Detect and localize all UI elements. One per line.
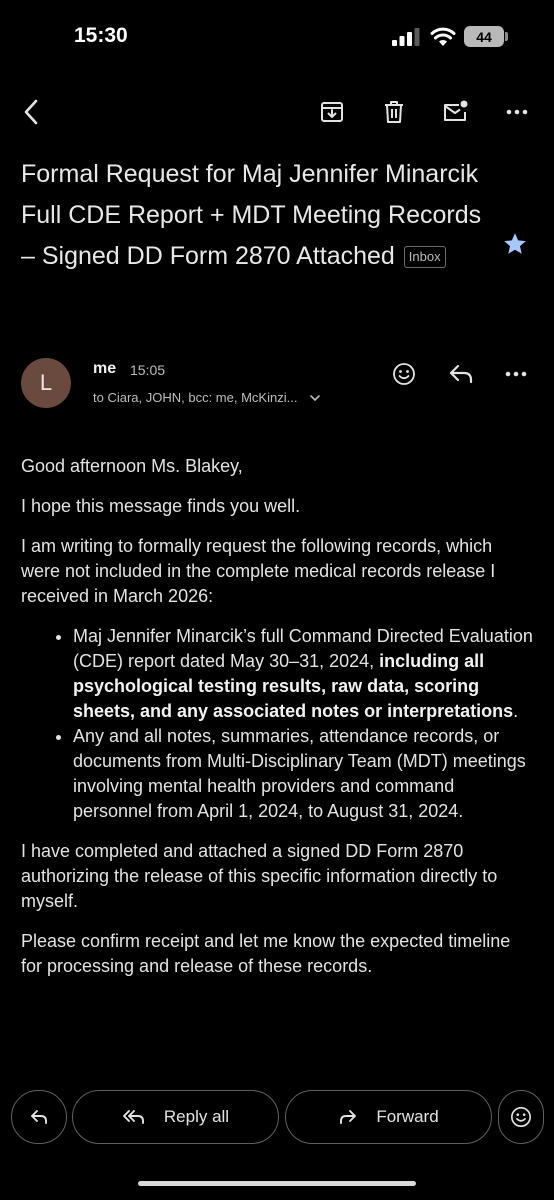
battery-indicator — [464, 26, 504, 47]
emoji-icon — [392, 362, 416, 386]
star-button[interactable] — [499, 228, 531, 260]
list-item-end: . — [513, 701, 519, 721]
reply-icon — [448, 363, 474, 385]
forward-button[interactable] — [285, 1090, 492, 1144]
list-item-bold-text: including all psychological testing results, raw data, scoring sheets, and any associated notes or interpretations — [73, 651, 514, 721]
cellular-signal-icon — [392, 28, 420, 46]
archive-icon — [319, 99, 345, 125]
sender-avatar[interactable] — [21, 358, 71, 408]
sent-time: 15:05 — [130, 362, 166, 378]
battery-nub — [505, 32, 508, 41]
wifi-icon — [430, 27, 456, 47]
body-paragraph: I am writing to formally request the following records, which were not included in the complete medical records release I received in March 2026: — [21, 536, 496, 606]
request-list — [21, 624, 533, 824]
reply-icon — [29, 1108, 49, 1126]
sender-name: me — [93, 360, 117, 377]
reply-button-header[interactable] — [444, 358, 478, 390]
body-paragraph: I have completed and attached a signed DD Form 2870 authorizing the release of this specific information directly to myself. — [21, 841, 498, 911]
list-item — [73, 624, 533, 724]
greeting: Good afternoon Ms. Blakey, — [21, 456, 243, 476]
back-button[interactable] — [12, 92, 52, 132]
back-arrow-icon — [21, 99, 43, 125]
reply-all-icon — [122, 1108, 146, 1126]
star-icon — [502, 231, 528, 257]
list-item-text: Maj Jennifer Minarcik’s full Command Directed Evaluation (CDE) report dated May 30–31, 2024, — [73, 626, 533, 671]
status-time: 15:30 — [74, 24, 128, 47]
bottom-action-bar — [0, 1085, 554, 1149]
battery-level: 44 — [476, 28, 492, 45]
forward-icon — [338, 1108, 358, 1126]
body-paragraph: I hope this message finds you well. — [21, 496, 301, 516]
mark-unread-button[interactable] — [436, 92, 476, 132]
body-paragraph: Please confirm receipt and let me know the expected timeline for processing and release of these records. — [21, 931, 511, 976]
add-reaction-button[interactable] — [388, 358, 420, 390]
avatar-letter: L — [39, 370, 53, 395]
bottom-emoji-button[interactable] — [498, 1090, 544, 1144]
inbox-label-badge[interactable]: Inbox — [404, 246, 446, 268]
recipients-text: to Ciara, JOHN, bcc: me, McKinzi... — [93, 390, 298, 405]
email-body — [21, 454, 533, 994]
list-item: • Any and all notes, summaries, attendance records, or documents from Multi-Disciplinary Team (MDT) meetings involving mental health providers and command personnel from April 1, 2024, to August 31, 2024. — [73, 724, 533, 824]
more-options-button[interactable] — [497, 92, 537, 132]
mark-unread-icon — [442, 99, 470, 125]
emoji-icon — [510, 1106, 532, 1128]
more-vert-icon — [506, 109, 528, 115]
forward-label: Forward — [376, 1107, 439, 1126]
email-subject — [21, 154, 491, 277]
subject-text: Formal Request for Maj Jennifer Minarcik Full CDE Report + MDT Meeting Records – Signed DD Form 2870 Attached — [21, 160, 482, 270]
reply-all-button[interactable] — [72, 1090, 279, 1144]
delete-button[interactable] — [374, 92, 414, 132]
trash-icon — [382, 99, 406, 125]
more-vert-icon — [505, 371, 527, 377]
message-more-button[interactable] — [500, 358, 532, 390]
reply-all-label: Reply all — [163, 1107, 230, 1126]
archive-button[interactable] — [312, 92, 352, 132]
home-indicator[interactable] — [138, 1181, 416, 1186]
recipients-toggle[interactable] — [93, 390, 321, 405]
reply-button[interactable] — [11, 1090, 67, 1144]
chevron-down-icon — [309, 394, 321, 402]
